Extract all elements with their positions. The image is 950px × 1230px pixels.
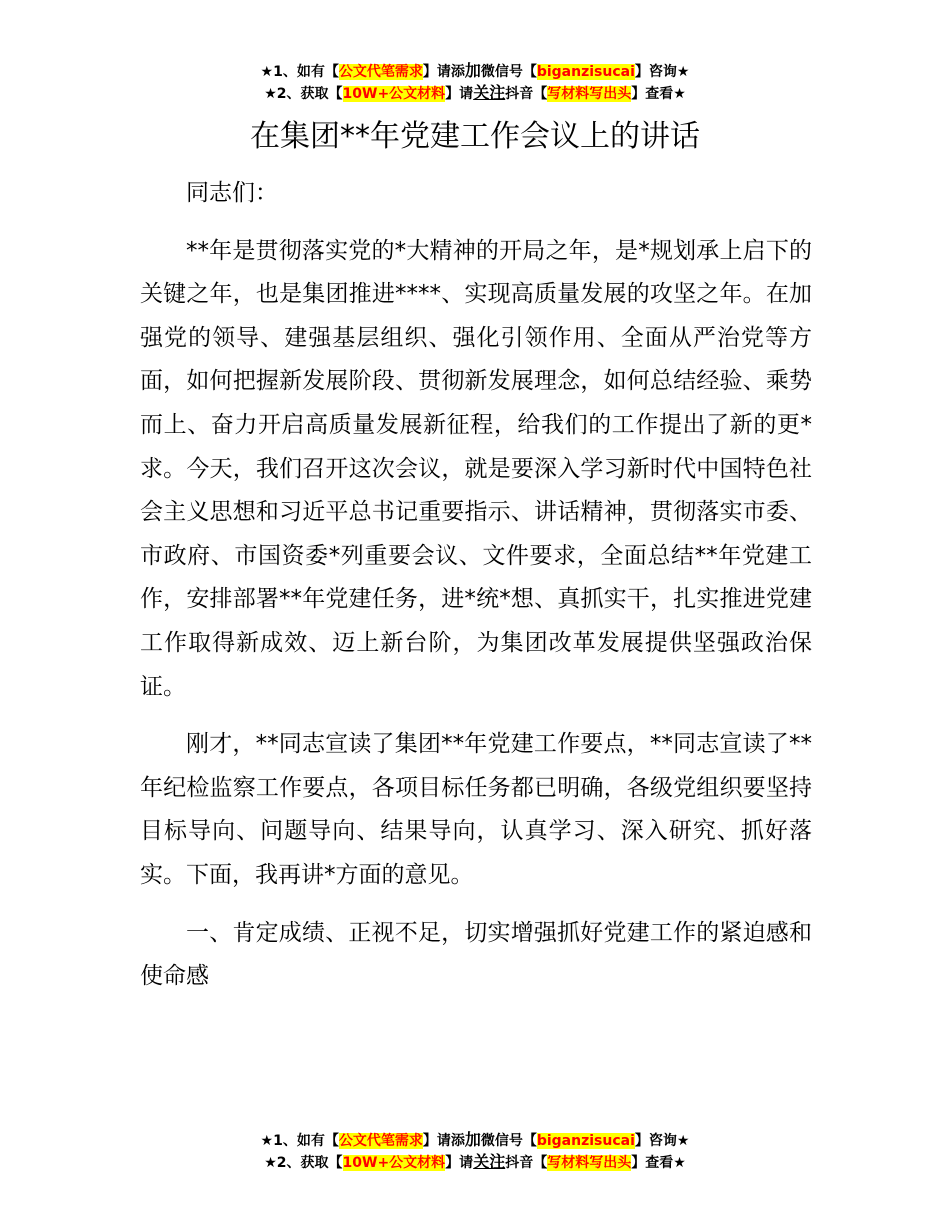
banner-text: 抖音【 [505, 1155, 548, 1171]
banner-text: ★1、如有【 [260, 64, 339, 80]
banner-text-emphasis: 关注 [473, 83, 506, 102]
banner-highlight-wechat-id: biganzisucai [536, 1133, 635, 1149]
paragraph: 刚才，**同志宣读了集团**年党建工作要点，**同志宣读了**年纪检监察工作要点，各项目标任务都已明确，各级党组织要坚持目标导向、问题导向、结果导向，认真学习、深入研究、抓好落实。下面，我再讲*方面的意见。 [140, 731, 812, 888]
banner-text: 】查看★ [631, 1155, 686, 1171]
banner-highlight-wechat-id: biganzisucai [536, 64, 635, 80]
banner-line-2 [0, 82, 950, 104]
banner-text: 】咨询★ [634, 64, 690, 80]
banner-text: 】咨询★ [634, 1133, 690, 1149]
banner-highlight-materials: 10W+公文材料 [342, 86, 446, 102]
banner-highlight-service: 公文代笔需求 [338, 1133, 423, 1149]
banner-text: 】请 [445, 86, 474, 102]
banner-text: 抖音【 [505, 86, 548, 102]
banner-highlight-materials: 10W+公文材料 [342, 1155, 446, 1171]
banner-text: ★2、获取【 [264, 1155, 343, 1171]
banner-text: 微信号【 [480, 1133, 537, 1149]
banner-text: 】查看★ [631, 86, 686, 102]
document-title: 在集团**年党建工作会议上的讲话 [250, 119, 700, 154]
banner-text: 】请 [445, 1155, 474, 1171]
banner-text-emphasis: 加 [464, 61, 481, 80]
footer-banner [0, 1129, 950, 1173]
banner-line-2 [0, 1151, 950, 1173]
banner-line-1 [0, 1129, 950, 1151]
banner-text-emphasis: 加 [464, 1130, 481, 1149]
banner-text: ★2、获取【 [264, 86, 343, 102]
banner-text: ★1、如有【 [260, 1133, 339, 1149]
header-banner [0, 60, 950, 104]
banner-line-1 [0, 60, 950, 82]
banner-highlight-douyin: 写材料写出头 [547, 1155, 632, 1171]
paragraph: **年是贯彻落实党的*大精神的开局之年，是*规划承上启下的关键之年，也是集团推进****、实现高质量发展的攻坚之年。在加强党的领导、建强基层组织、强化引领作用、全面从严治党等方面，如何把握新发展阶段、贯彻新发展理念，如何总结经验、乘势而上、奋力开启高质量发展新征程，给我们的工作提出了新的更*求。今天，我们召开这次会议，就是要深入学习新时代中国特色社会主义思想和习近平总书记重要指示、讲话精神，贯彻落实市委、市政府、市国资委*列重要会议、文件要求，全面总结**年党建工作，安排部署**年党建任务，进*统*想、真抓实干，扎实推进党建工作取得新成效、迈上新台阶，为集团改革发展提供坚强政治保证。 [140, 237, 812, 700]
banner-highlight-service: 公文代笔需求 [338, 64, 423, 80]
section-heading: 一、肯定成绩、正视不足，切实增强抓好党建工作的紧迫感和使命感 [140, 919, 812, 990]
banner-text: 微信号【 [480, 64, 537, 80]
banner-text-emphasis: 关注 [473, 1152, 506, 1171]
banner-text: 】请添 [422, 64, 465, 80]
document-body [140, 172, 812, 999]
salutation: 同志们： [186, 180, 278, 206]
banner-highlight-douyin: 写材料写出头 [547, 86, 632, 102]
banner-text: 】请添 [422, 1133, 465, 1149]
